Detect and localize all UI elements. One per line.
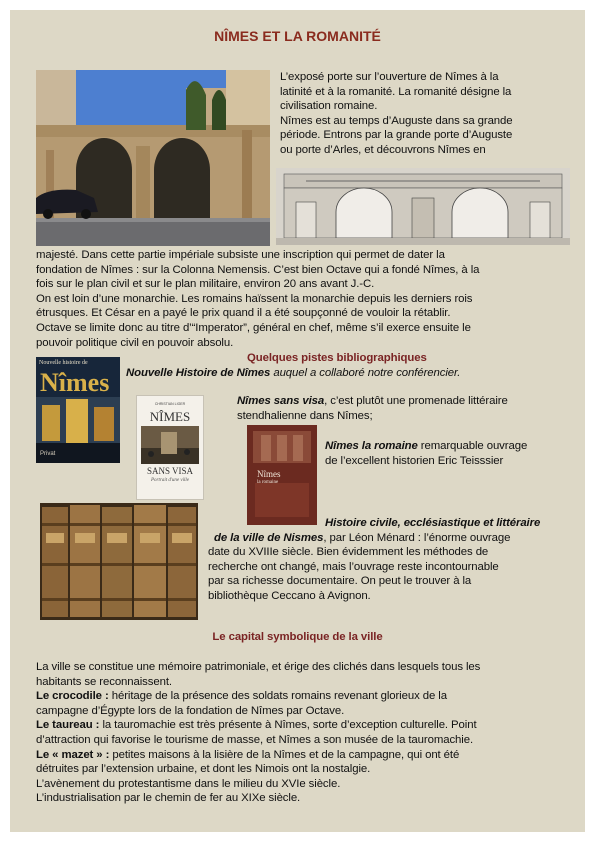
mazet-text-line2: détruites par l’extension urbaine, et dont les Nimois ont la nostalgie.	[36, 763, 371, 776]
cover2-title-2: SANS VISA	[146, 466, 194, 476]
book1-title: Nouvelle Histoire de Nîmes	[126, 367, 271, 379]
protestantisme-line: L’avènement du protestantisme dans le milieu du XVIe siècle.	[36, 777, 341, 790]
cover2-author: CHRISTIAN LIGER	[154, 402, 186, 406]
gate-engraving	[276, 168, 570, 245]
book4-line: bibliothèque Ceccano à Avignon.	[208, 589, 371, 602]
body-line: fondation de Nîmes : sur la Colonna Nemensis. C’est bien Octave qui a fondé Nîmes, à la	[36, 263, 480, 276]
crocodile-text-line2: campagne d’Égypte lors de la fondation de Nîmes par Octave.	[36, 704, 345, 717]
book4-title-line2: de la ville de Nismes	[214, 531, 324, 544]
body-line: On est loin d’une monarchie. Les romains haïssent la monarchie depuis les derniers rois	[36, 292, 473, 305]
book4-line: recherche ont changé, mais l’ouvrage reste incontournable	[208, 560, 499, 573]
cover-nouvelle-histoire	[36, 357, 120, 463]
book4-line: par sa richesse documentaire. On peut le trouver à la	[208, 575, 472, 588]
body-line: majesté. Dans cette partie impériale subsiste une inscription qui permet de dater la	[36, 249, 445, 261]
intro-line: Nîmes est au temps d’Auguste dans sa grande	[280, 114, 513, 127]
capital-line: La ville se constitue une mémoire patrimoniale, et érige des clichés dans lesquels tous les	[36, 661, 481, 673]
cover2-title-1: NÎMES	[149, 409, 191, 424]
cover3-title: Nîmes	[257, 469, 281, 479]
mazet-label: Le « mazet » :	[36, 748, 110, 761]
book3-description: remarquable ouvrage	[417, 440, 528, 452]
cover1-title: Nîmes	[40, 368, 110, 397]
crocodile-text: héritage de la présence des soldats romains revenant glorieux de la	[108, 690, 447, 703]
cover3-subtitle: la romaine	[257, 480, 279, 485]
capital-line: habitants se reconnaissent.	[36, 675, 172, 688]
intro-line: période. Entrons par la grande porte d’Auguste	[280, 129, 513, 142]
intro-line: latinité et à la romanité. La romanité désigne la	[280, 85, 512, 98]
book4-description: , par Léon Ménard : l’énorme ouvrage	[323, 531, 511, 544]
crocodile-label: Le crocodile :	[36, 690, 109, 703]
old-books-photo	[40, 503, 198, 620]
cover2-subtitle: Portrait d'une ville	[150, 478, 189, 483]
book2-description: , c’est plutôt une promenade littéraire	[324, 395, 508, 407]
mazet-text: petites maisons à la lisière de la Nîmes et de la campagne, qui ont été	[109, 748, 460, 761]
book2-description-line2: stendhalienne dans Nîmes;	[237, 409, 373, 422]
intro-line: civilisation romaine.	[280, 100, 378, 113]
intro-text	[280, 70, 580, 158]
cover-nimes-la-romaine	[247, 425, 317, 525]
body-line: étrusques. Et César en a payé le prix quand il a été soupçonné de vouloir la rétablir.	[36, 307, 451, 320]
intro-line: L’exposé porte sur l’ouverture de Nîmes à la	[280, 71, 499, 83]
cover-nimes-sans-visa	[136, 395, 204, 500]
body-line: pouvoir politique civil en pouvoir absolu.	[36, 336, 234, 349]
book4-line: date du XVIIIe siècle. Bien évidemment les méthodes de	[208, 546, 489, 559]
book1-description: auquel a collaboré notre conférencier.	[270, 367, 461, 379]
book3-entry	[325, 439, 575, 468]
book4-title-line1: Histoire civile, ecclésiastique et littéraire	[325, 517, 541, 529]
cover1-publisher: Privat	[40, 451, 56, 457]
book2-title: Nîmes sans visa	[237, 395, 325, 407]
industrialisation-line: L’industrialisation par le chemin de fer au XIXe siècle.	[36, 792, 301, 805]
taureau-text: la tauromachie est très présente à Nîmes, sorte d’exception culturelle. Point	[99, 719, 477, 732]
porte-auguste-photo	[36, 70, 270, 246]
page-title: NÎMES ET LA ROMANITÉ	[214, 28, 381, 44]
body-paragraph-1	[36, 248, 576, 350]
book3-title: Nîmes la romaine	[325, 440, 418, 452]
taureau-text-line2: d’attraction qui favorise le tourisme de masse, et Nîmes a son musée de la tauromachie.	[36, 733, 474, 746]
body-line: Octave se limite donc au titre d’“Imperator”, général en chef, même s’il exerce ensuite le	[36, 321, 471, 334]
book2-entry	[237, 394, 577, 423]
book1-entry	[126, 366, 546, 381]
intro-line: ou porte d’Arles, et découvrons Nîmes en	[280, 143, 486, 156]
capital-heading: Le capital symbolique de la ville	[212, 631, 383, 643]
body-line: fois sur le plan civil et sur le plan militaire, environ 20 ans avant J.-C.	[36, 278, 375, 291]
book4-entry	[208, 516, 578, 604]
taureau-label: Le taureau :	[36, 719, 100, 732]
biblio-heading: Quelques pistes bibliographiques	[247, 352, 427, 364]
book3-description-line2: de l’excellent historien Eric Teisssier	[325, 454, 504, 467]
cover1-top-text: Nouvelle histoire de	[39, 360, 88, 366]
capital-section	[36, 660, 581, 806]
